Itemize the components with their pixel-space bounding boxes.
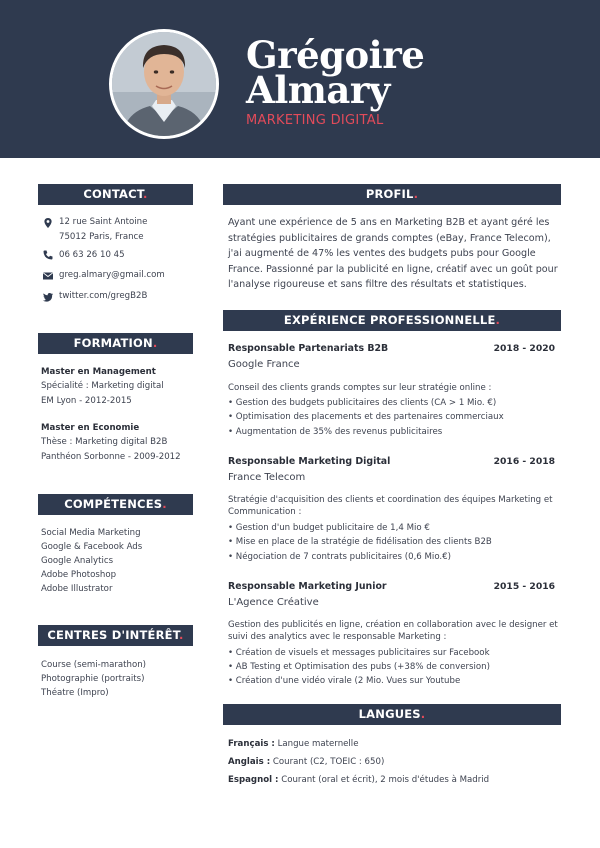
language-row <box>228 774 489 786</box>
language-row <box>228 756 384 768</box>
interest-item: Photographie (portraits) <box>41 674 145 684</box>
section-title: PROFIL <box>365 187 414 201</box>
experience-description: Conseil des clients grands comptes sur leur stratégie online : <box>228 383 492 393</box>
formation-degree: Master en Management <box>41 367 156 377</box>
section-title: CENTRES D'INTÉRÊT <box>47 628 180 642</box>
experience-bullet: • AB Testing et Optimisation des pubs (+38% de conversion) <box>228 662 490 672</box>
section-header-formation <box>38 333 193 354</box>
section-title: EXPÉRIENCE PROFESSIONNELLE <box>283 313 496 327</box>
accent-dot: . <box>179 628 184 642</box>
experience-bullet: • Augmentation de 35% des revenus publicitaires <box>228 427 443 437</box>
section-header-skills <box>38 494 193 515</box>
section-header-profile <box>223 184 561 205</box>
experience-title: Responsable Partenariats B2B <box>228 343 389 354</box>
formation-detail: Spécialité : Marketing digital <box>41 381 164 391</box>
skill-item: Adobe Illustrator <box>41 584 113 594</box>
language-row <box>228 738 359 750</box>
experience-bullet: • Négociation de 7 contrats publicitaires (0,6 Mio.€) <box>228 552 451 562</box>
section-header-languages <box>223 704 561 725</box>
address-line-1: 12 rue Saint Antoine <box>59 217 148 227</box>
formation-detail: Thèse : Marketing digital B2B <box>41 437 168 447</box>
language-level: Courant (oral et écrit), 2 mois d'études à Madrid <box>278 775 490 785</box>
experience-bullet: • Création d'une vidéo virale (2 Mio. Vues sur Youtube <box>228 676 461 686</box>
experience-title: Responsable Marketing Digital <box>228 456 391 467</box>
experience-company: Google France <box>228 359 300 370</box>
language-name: Espagnol : <box>228 775 279 785</box>
section-header-interests <box>38 625 193 646</box>
profile-photo <box>109 29 219 139</box>
experience-title: Responsable Marketing Junior <box>228 581 387 592</box>
job-title: MARKETING DIGITAL <box>246 113 384 128</box>
experience-description: Gestion des publicités en ligne, création en collaboration avec le designer et suivi des analytics avec le responsable Marketing : <box>228 620 558 643</box>
section-title: CONTACT <box>83 187 144 201</box>
candidate-name <box>246 33 425 112</box>
experience-bullet: • Mise en place de la stratégie de fidélisation des clients B2B <box>228 537 492 547</box>
formation-degree: Master en Economie <box>41 423 140 433</box>
email-icon <box>42 270 54 282</box>
skill-item: Google & Facebook Ads <box>41 542 143 552</box>
section-title: COMPÉTENCES <box>64 497 163 511</box>
accent-dot: . <box>152 336 158 350</box>
last-name: Almary <box>246 68 390 112</box>
language-name: Anglais : <box>228 757 271 767</box>
section-header-experience <box>223 310 561 331</box>
twitter-icon <box>42 291 54 303</box>
accent-dot: . <box>495 313 501 327</box>
experience-bullet: • Optimisation des placements et des partenaires commerciaux <box>228 412 504 422</box>
experience-bullet: • Gestion d'un budget publicitaire de 1,4 Mio € <box>228 523 430 533</box>
profile-summary: Ayant une expérience de 5 ans en Marketing B2B et ayant géré les stratégies publicitaires de grands comptes (eBay, France Telecom), j'ai augmenté de 47% les ventes des budgets pubs pour Google France. Passionné par la publicité en ligne, créatif avec un goût pour l'analyse rigoureuse et sans filtre des résultats et statistiques. <box>228 217 558 291</box>
accent-dot: . <box>413 187 419 201</box>
first-name: Grégoire <box>246 33 425 77</box>
experience-bullet: • Gestion des budgets publicitaires des clients (CA > 1 Mio. €) <box>228 398 497 408</box>
section-title: LANGUES <box>358 707 421 721</box>
experience-dates: 2016 - 2018 <box>493 456 555 467</box>
email-address[interactable]: greg.almary@gmail.com <box>59 270 165 280</box>
experience-description: Stratégie d'acquisition des clients et coordination des équipes Marketing et Communication : <box>228 495 553 518</box>
skill-item: Social Media Marketing <box>41 528 141 538</box>
accent-dot: . <box>162 497 167 511</box>
skill-item: Google Analytics <box>41 556 114 566</box>
language-level: Langue maternelle <box>274 739 359 749</box>
accent-dot: . <box>143 187 148 201</box>
location-icon <box>42 217 54 229</box>
skill-item: Adobe Photoshop <box>41 570 117 580</box>
interest-item: Course (semi-marathon) <box>41 660 147 670</box>
phone-icon <box>42 249 54 261</box>
section-title: FORMATION <box>73 336 153 350</box>
portrait-image <box>112 32 216 136</box>
accent-dot: . <box>420 707 426 721</box>
twitter-handle[interactable]: twitter.com/gregB2B <box>59 291 148 301</box>
language-name: Français : <box>228 739 275 749</box>
language-level: Courant (C2, TOEIC : 650) <box>270 757 385 767</box>
formation-school: EM Lyon - 2012-2015 <box>41 396 132 406</box>
section-header-contact <box>38 184 193 205</box>
experience-company: France Telecom <box>228 472 306 483</box>
address-line-2: 75012 Paris, France <box>59 232 144 242</box>
experience-company: L'Agence Créative <box>228 597 319 608</box>
interest-item: Théatre (Impro) <box>41 688 109 698</box>
experience-dates: 2018 - 2020 <box>493 343 555 354</box>
phone-number[interactable]: 06 63 26 10 45 <box>59 250 125 260</box>
experience-bullet: • Création de visuels et messages publicitaires sur Facebook <box>228 648 490 658</box>
formation-school: Panthéon Sorbonne - 2009-2012 <box>41 452 181 462</box>
experience-dates: 2015 - 2016 <box>493 581 555 592</box>
